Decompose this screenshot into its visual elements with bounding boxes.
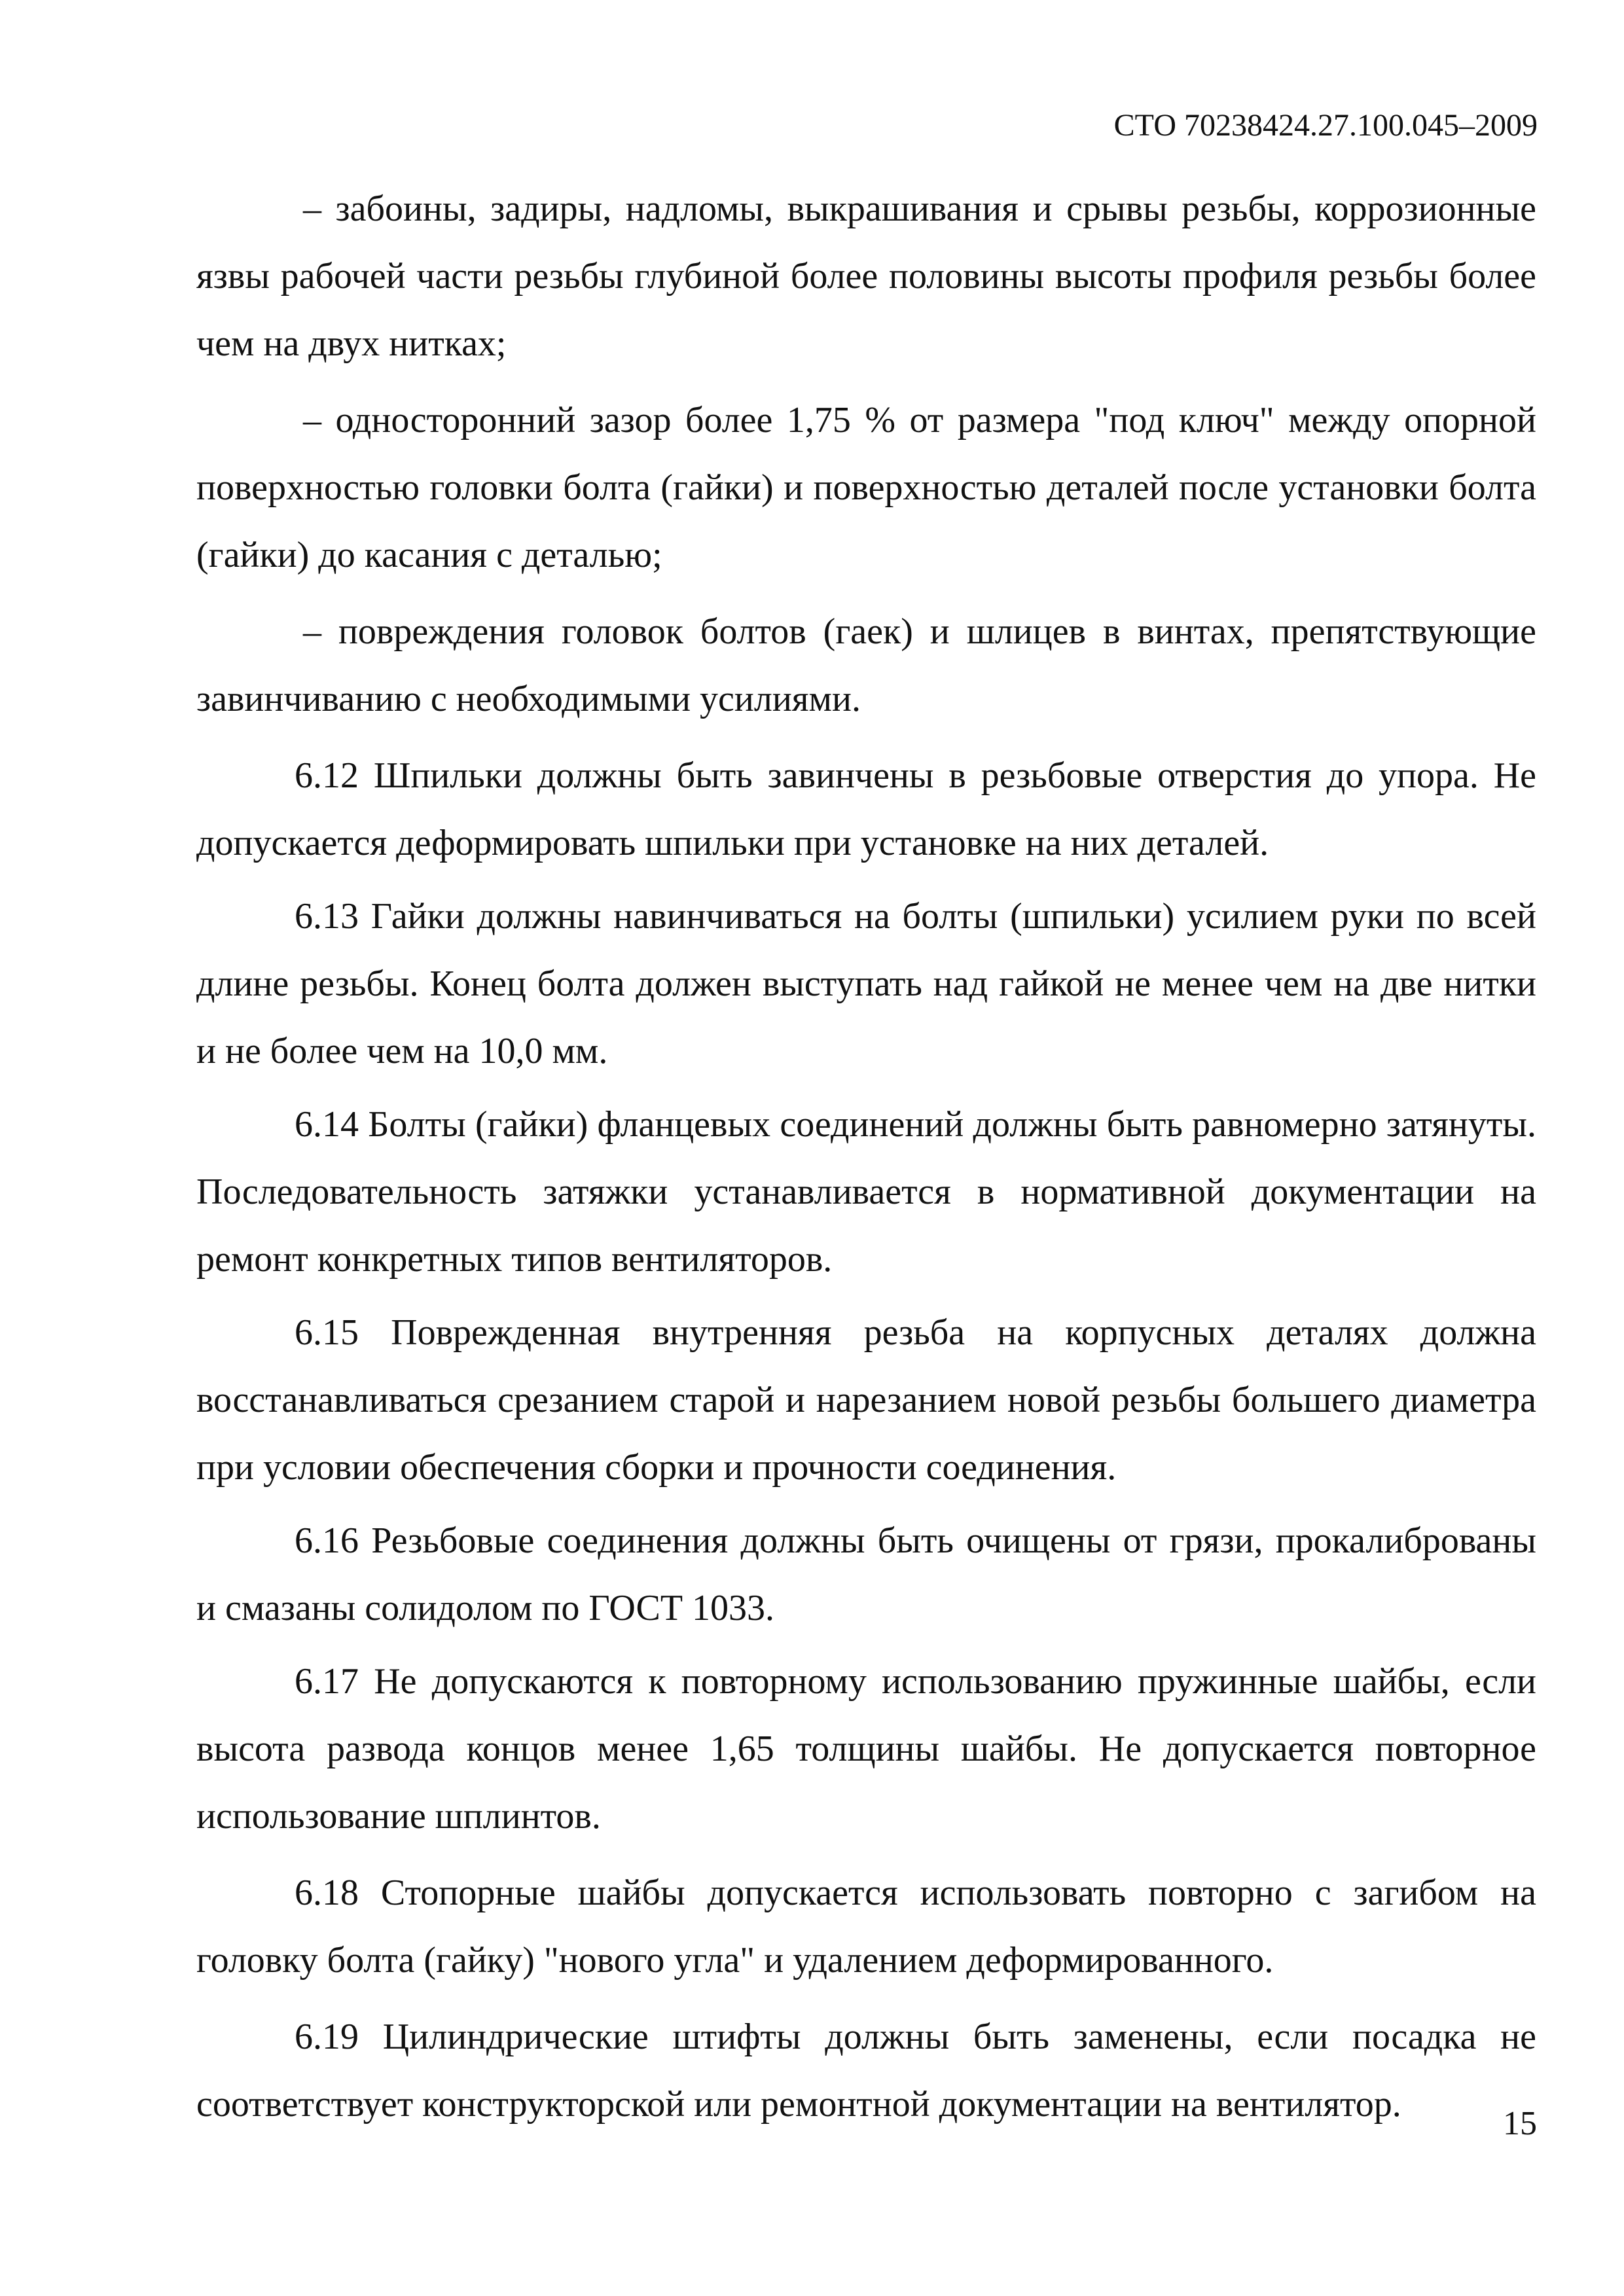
paragraph-6-12: 6.12 Шпильки должны быть завинчены в резьбовые отверстия до упора. Не допускается деформировать шпильки при установке на них деталей. bbox=[196, 755, 1536, 863]
paragraph-6-15: 6.15 Поврежденная внутренняя резьба на корпусных деталях должна восстанавливаться срезанием старой и нарезанием новой резьбы большего диаметра при условии обеспечения сборки и прочности соединения. bbox=[196, 1312, 1536, 1488]
list-item-one-side-gap: – односторонний зазор более 1,75 % от размера "под ключ" между опорной поверхностью головки болта (гайки) и поверхностью деталей после установки болта (гайки) до касания с деталью; bbox=[196, 400, 1536, 575]
paragraph-6-13: 6.13 Гайки должны навинчиваться на болты (шпильки) усилием руки по всей длине резьбы. Конец болта должен выступать над гайкой не менее чем на две нитки и не более чем на 10,0 мм. bbox=[196, 896, 1536, 1071]
paragraph-6-18: 6.18 Стопорные шайбы допускается использовать повторно с загибом на головку болта (гайку) "нового угла" и удалением деформированного. bbox=[196, 1873, 1536, 1981]
paragraph-6-16: 6.16 Резьбовые соединения должны быть очищены от грязи, прокалиброваны и смазаны солидолом по ГОСТ 1033. bbox=[196, 1520, 1536, 1628]
paragraph-6-14: 6.14 Болты (гайки) фланцевых соединений должны быть равномерно затянуты. Последовательность затяжки устанавливается в нормативной документации на ремонт конкретных типов вентиляторов. bbox=[196, 1104, 1536, 1280]
paragraph-6-17: 6.17 Не допускаются к повторному использованию пружинные шайбы, если высота развода концов менее 1,65 толщины шайбы. Не допускается повторное использование шплинтов. bbox=[196, 1661, 1536, 1837]
list-item-thread-damage: – забоины, задиры, надломы, выкрашивания и срывы резьбы, коррозионные язвы рабочей части резьбы глубиной более половины высоты профиля резьбы более чем на двух нитках; bbox=[196, 188, 1536, 364]
paragraph-6-19: 6.19 Цилиндрические штифты должны быть заменены, если посадка не соответствует конструкторской или ремонтной документации на вентилятор. bbox=[196, 2017, 1536, 2125]
document-code-header: СТО 70238424.27.100.045–2009 bbox=[1113, 108, 1538, 143]
list-item-head-damage: – повреждения головок болтов (гаек) и шлицев в винтах, препятствующие завинчиванию с необходимыми усилиями. bbox=[196, 611, 1536, 719]
page-number: 15 bbox=[1503, 2105, 1537, 2142]
document-body bbox=[196, 175, 1536, 2138]
